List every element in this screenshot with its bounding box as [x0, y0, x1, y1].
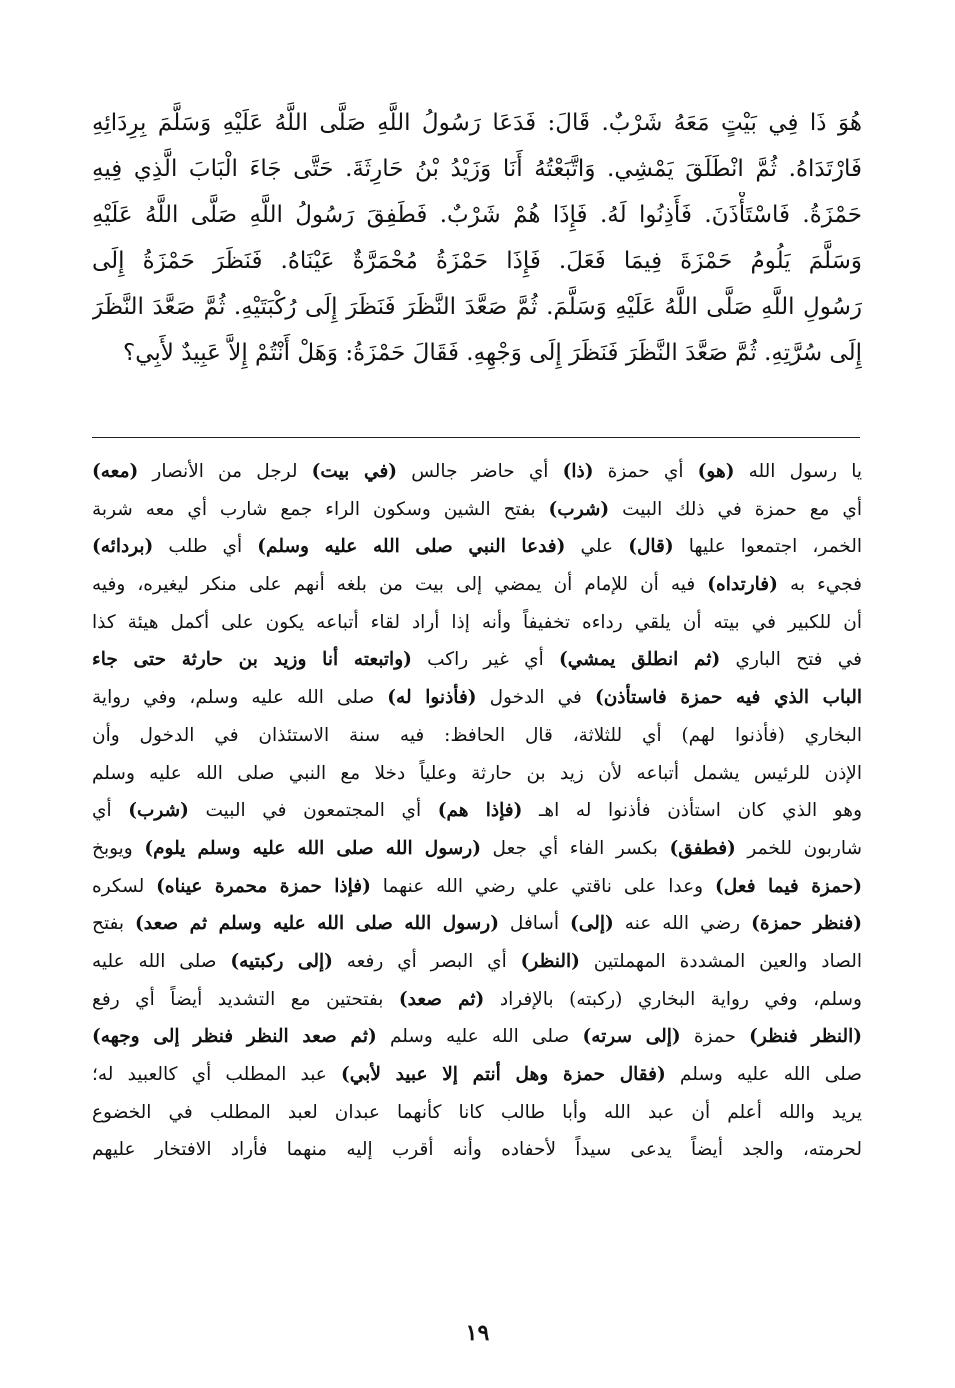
commentary-phrase: فجيء به	[777, 574, 862, 596]
commentary-phrase: أي البصر أي رفعه	[332, 950, 521, 972]
commentary-line	[92, 491, 862, 529]
commentary-phrase: أي	[92, 800, 129, 822]
commentary-phrase: وسلم، وفي رواية البخاري (ركبته) بالإفراد	[484, 988, 862, 1010]
commentary-phrase: علي	[565, 536, 629, 558]
commentary-line	[92, 641, 862, 679]
commentary-phrase: في الدخول	[476, 687, 595, 709]
commentary-phrase: أي غير راكب	[411, 649, 559, 671]
commentary-phrase: لسكره	[92, 875, 157, 897]
commentary-line	[92, 717, 862, 755]
quoted-hadith-phrase: (رسول الله صلى الله عليه وسلم ثم صعد)	[135, 913, 499, 935]
quoted-hadith-phrase: (فأذنوا له)	[387, 687, 477, 709]
quoted-hadith-phrase: (فإذا هم)	[437, 800, 523, 822]
commentary-phrase: صلى الله عليه	[92, 950, 231, 972]
quoted-hadith-phrase: (شرب)	[548, 498, 610, 520]
commentary-line	[92, 453, 862, 491]
commentary-phrase: ويوبخ	[92, 837, 145, 859]
commentary-line	[92, 905, 862, 943]
commentary-line	[92, 604, 862, 642]
quoted-hadith-phrase: (رسول الله صلى الله عليه وسلم يلوم)	[144, 837, 481, 859]
quoted-hadith-phrase: (بردائه)	[92, 536, 154, 558]
commentary-line	[92, 868, 862, 906]
quoted-hadith-phrase: الباب الذي فيه حمزة فاستأذن)	[594, 687, 862, 709]
quoted-hadith-phrase: (إلى)	[570, 913, 614, 935]
commentary-phrase: البخاري (فأذنوا لهم) أي للثلاثة، قال الحافظ: فيه سنة الاستئذان في الدخول وأن	[92, 724, 862, 746]
hadith-line: هُوَ ذَا فِي بَيْتٍ مَعَهُ شَرْبٌ. قَالَ: فَدَعَا رَسُولُ اللَّهِ صَلَّى اللَّهُ عَلَيْهِ وَسَلَّمَ بِرِدَائِهِ	[92, 110, 862, 136]
commentary-line	[92, 1094, 862, 1132]
quoted-hadith-phrase: (فارتداه)	[707, 574, 778, 596]
commentary-phrase: صلى الله عليه وسلم	[376, 1026, 583, 1048]
hadith-line: إِلَى سُرَّتِهِ. ثُمَّ صَعَّدَ النَّظَرَ فَنَظَرَ إِلَى وَجْهِهِ. فَقَالَ حَمْزَةُ: وَهَلْ أَنْتُمْ إِلاَّ عَبِيدٌ لأَبِي؟	[123, 340, 862, 366]
commentary-phrase: يريد والله أعلم أن عبد الله وأبا طالب كانا كأنهما عبدان لعبد المطلب في الخضوع	[92, 1101, 862, 1123]
quoted-hadith-phrase: (حمزة فيما فعل)	[715, 875, 862, 897]
commentary-phrase: الإذن للرئيس يشمل أتباعه لأن زيد بن حارثة وعلياً دخلا مع النبي صلى الله عليه وسلم	[92, 762, 862, 784]
commentary-phrase: بفتحتين مع التشديد أيضاً أي رفع	[92, 988, 399, 1010]
hadith-text	[92, 100, 862, 376]
commentary-phrase: أي المجتمعون في البيت	[188, 800, 438, 822]
quoted-hadith-phrase: (معه)	[92, 461, 139, 482]
commentary-phrase: الخمر، اجتمعوا عليها	[673, 536, 862, 558]
quoted-hadith-phrase: (فطفق)	[669, 837, 736, 859]
commentary-line	[92, 528, 862, 566]
quoted-hadith-phrase: (قال)	[628, 536, 674, 558]
quoted-hadith-phrase: (ثم صعد)	[398, 988, 485, 1010]
commentary-phrase: الصاد والعين المشددة المهملتين	[579, 950, 862, 972]
quoted-hadith-phrase: (شرب)	[128, 800, 189, 822]
commentary-phrase: أن للكبير في بيته أن يلقي رداءه تخفيفاً وأنه إذا أراد لقاء أتباعه يكون على أكمل هيئة كذا	[92, 611, 862, 633]
hadith-line: فَارْتَدَاهُ. ثُمَّ انْطَلَقَ يَمْشِي. وَاتَّبَعْتُهُ أَنَا وَزَيْدُ بْنُ حَارِثَةَ. حَتَّى جَاءَ الْبَابَ الَّذِي فِيهِ	[92, 156, 862, 182]
quoted-hadith-phrase: (هو)	[697, 461, 735, 482]
quoted-hadith-phrase: (ذا)	[562, 461, 594, 482]
quoted-hadith-phrase: (ثم انطلق يمشي)	[558, 649, 721, 671]
footnote-divider	[92, 437, 860, 438]
commentary-phrase: بفتح	[92, 913, 136, 935]
commentary-phrase: فيه أن للإمام أن يمضي إلى بيت من بلغه أنهم على منكر ليغيره، وفيه	[92, 574, 708, 596]
quoted-hadith-phrase: (إلى ركبتيه)	[230, 950, 333, 972]
commentary-line	[92, 1131, 862, 1169]
commentary-line	[92, 792, 862, 830]
commentary-line	[92, 679, 862, 717]
commentary-text	[92, 453, 862, 1169]
commentary-phrase: لحرمته، والجد أيضاً يدعى سيداً لأحفاده وأنه أقرب إليه منهما فأراد الافتخار عليهم	[92, 1139, 862, 1161]
commentary-phrase: في فتح الباري	[720, 649, 862, 671]
commentary-phrase: أسافل	[498, 913, 571, 935]
quoted-hadith-phrase: (فقال حمزة وهل أنتم إلا عبيد لأبي)	[341, 1064, 666, 1085]
hadith-line: وَسَلَّمَ يَلُومُ حَمْزَةَ فِيمَا فَعَلَ. فَإِذَا حَمْزَةُ مُحْمَرَّةٌ عَيْنَاهُ. فَنَظَرَ حَمْزَةُ إِلَى	[92, 248, 862, 274]
quoted-hadith-phrase: (واتبعته أنا وزيد بن حارثة حتى جاء	[92, 649, 412, 671]
quoted-hadith-phrase: (فنظر حمزة)	[751, 913, 862, 935]
commentary-phrase: بفتح الشين وسكون الراء جمع شارب أي معه شربة	[92, 498, 549, 520]
commentary-line	[92, 1018, 862, 1056]
quoted-hadith-phrase: (ثم صعد النظر فنظر إلى وجهه)	[92, 1026, 377, 1048]
commentary-phrase: لرجل من الأنصار	[138, 461, 312, 482]
commentary-line	[92, 981, 862, 1019]
commentary-phrase: عبد المطلب أي كالعبيد له؛	[92, 1064, 341, 1085]
hadith-line: رَسُولِ اللَّهِ صَلَّى اللَّهُ عَلَيْهِ وَسَلَّمَ. ثُمَّ صَعَّدَ النَّظَرَ فَنَظَرَ إِلَى رُكْبَتَيْهِ. ثُمَّ صَعَّدَ النَّظَرَ	[92, 294, 862, 320]
commentary-line	[92, 566, 862, 604]
commentary-phrase: شاربون للخمر	[735, 837, 862, 859]
commentary-phrase: أي طلب	[153, 536, 258, 558]
quoted-hadith-phrase: (فدعا النبي صلى الله عليه وسلم)	[257, 536, 566, 558]
quoted-hadith-phrase: (فإذا حمزة محمرة عيناه)	[156, 875, 371, 897]
commentary-phrase: أي حمزة	[593, 461, 698, 482]
commentary-phrase: أي مع حمزة في ذلك البيت	[609, 498, 862, 520]
quoted-hadith-phrase: (في بيت)	[311, 461, 398, 482]
commentary-phrase: وعدا على ناقتي علي رضي الله عنهما	[370, 875, 716, 897]
commentary-line	[92, 755, 862, 793]
quoted-hadith-phrase: (إلى سرته)	[582, 1026, 681, 1048]
hadith-line: حَمْزَةُ. فَاسْتَأْذَنَ. فَأَذِنُوا لَهُ. فَإِذَا هُمْ شَرْبٌ. فَطَفِقَ رَسُولُ اللَّهِ صَلَّى اللَّهُ عَلَيْهِ	[92, 202, 862, 228]
commentary-phrase: صلى الله عليه وسلم، وفي رواية	[92, 687, 388, 709]
commentary-line	[92, 943, 862, 981]
page-number: ١٩	[465, 1320, 490, 1346]
commentary-phrase: حمزة	[680, 1026, 750, 1048]
commentary-line	[92, 1056, 862, 1094]
commentary-phrase: أي حاضر جالس	[397, 461, 563, 482]
commentary-line	[92, 830, 862, 868]
quoted-hadith-phrase: (النظر)	[520, 950, 580, 972]
commentary-phrase: وهو الذي كان استأذن فأذنوا له اهـ	[522, 800, 862, 822]
commentary-phrase: يا رسول الله	[734, 461, 862, 482]
commentary-phrase: رضي الله عنه	[613, 913, 752, 935]
commentary-phrase: بكسر الفاء أي جعل	[480, 837, 670, 859]
commentary-phrase: صلى الله عليه وسلم	[665, 1064, 862, 1085]
quoted-hadith-phrase: (النظر فنظر)	[749, 1026, 862, 1048]
